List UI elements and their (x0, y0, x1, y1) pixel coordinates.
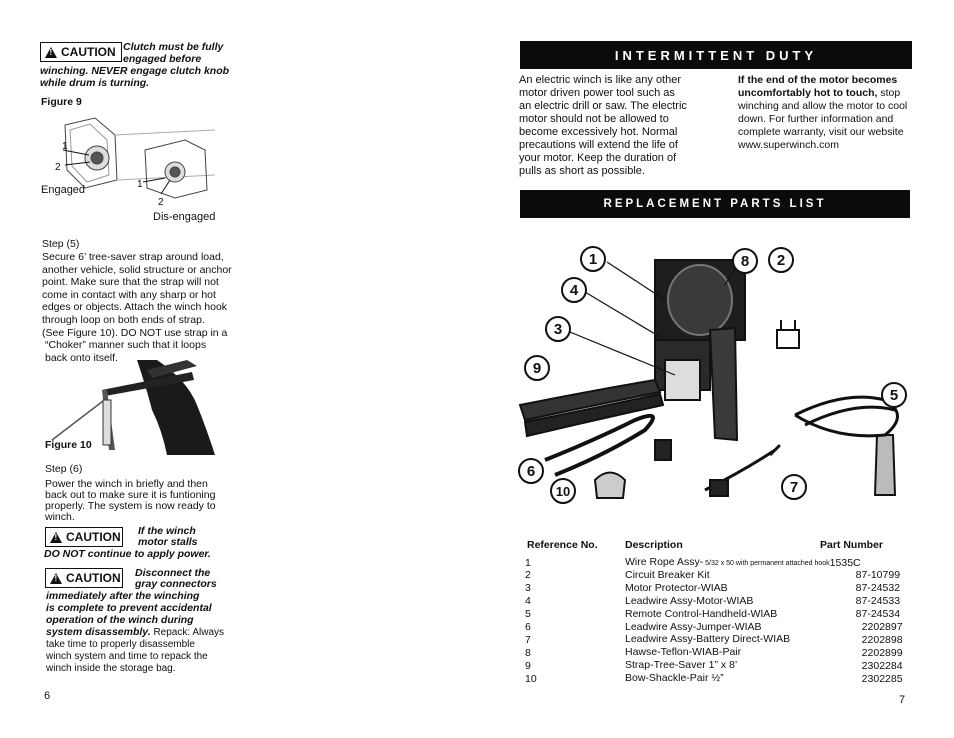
warning-icon (45, 47, 57, 58)
intermittent-col2: If the end of the motor becomes uncomfortably hot to touch, stop winching and allow the motor to cool down. For further information and complete warranty, visit our website www.superwinch.com (738, 74, 908, 151)
step-title: Step (5) (42, 238, 80, 250)
ref-cell: 1 (525, 556, 531, 569)
caution3-body: immediately after the winching is complete to prevent accidental operation of the winch during system disassembly. Repack: Always take time to properly disassemble winch system and time to repack the winch inside the storage bag. (46, 590, 225, 674)
caution-text: Clutch must be fully (123, 41, 224, 53)
callout-8: 8 (732, 248, 758, 274)
desc-cell: Leadwire Assy-Motor-WIAB (625, 594, 754, 607)
caution-label: CAUTION (66, 571, 121, 585)
step6-body: Power the winch in briefly and then back out to make sure it is funtioning properly. The system is now ready to winch. (45, 478, 216, 523)
ref-cell: 3 (525, 582, 531, 595)
callout-3: 3 (545, 316, 571, 342)
caution-text: winching. NEVER engage clutch knob (40, 65, 230, 77)
page-number: 6 (44, 690, 51, 702)
ref-cell: 8 (525, 646, 531, 659)
caution-text: If the winch (138, 525, 196, 537)
part-number-cell: 2302284 (861, 659, 903, 672)
desc-cell: Leadwire Assy-Jumper-WIAB (625, 620, 762, 633)
desc-cell: Hawse-Teflon-WIAB-Pair (625, 646, 742, 659)
page-number: 7 (899, 694, 906, 706)
caution-text: gray connectors (135, 578, 217, 590)
section-banner: REPLACEMENT PARTS LIST (520, 190, 910, 218)
callout-1: 1 (580, 246, 606, 272)
table-row (525, 673, 903, 686)
clutch-figure (55, 110, 225, 215)
desc-cell: Bow-Shackle-Pair ½” (625, 672, 724, 685)
callout-number: 1 (137, 179, 143, 190)
part-number-cell: 87-24533 (855, 595, 901, 608)
callout-9: 9 (524, 355, 550, 381)
caution-text: DO NOT continue to apply power. (44, 548, 211, 560)
callout-6: 6 (518, 458, 544, 484)
part-number-cell: 87-24532 (855, 582, 901, 595)
part-number-cell: 2202897 (861, 621, 903, 634)
desc-cell: Motor Protector-WIAB (625, 581, 728, 594)
col-header-ref: Reference No. (527, 539, 598, 551)
warning-icon (50, 532, 62, 543)
warning-icon (50, 573, 62, 584)
desc-cell: Remote Control-Handheld-WIAB (625, 607, 778, 620)
desc-cell: Strap-Tree-Saver 1” x 8’ (625, 659, 738, 672)
ref-cell: 4 (525, 595, 531, 608)
callout-5: 5 (881, 382, 907, 408)
callout-number: 2 (55, 162, 61, 173)
desc-cell: Wire Rope Assy- 5/32 x 50 with permanent attached hook (625, 556, 830, 568)
ref-cell: 5 (525, 608, 531, 621)
callout-4: 4 (561, 277, 587, 303)
callout-number: 2 (158, 197, 164, 208)
ref-cell: 10 (525, 672, 537, 685)
caution-text: engaged before (123, 53, 202, 65)
figure-caption: Figure 10 (45, 439, 92, 451)
disengaged-label: Dis-engaged (153, 211, 216, 223)
caution-badge (40, 42, 122, 62)
part-number-cell: 87-10799 (855, 569, 901, 582)
part-number-cell: 1535C (829, 556, 861, 569)
caution-badge (45, 527, 123, 547)
callout-number: 1 (62, 141, 68, 152)
caution-label: CAUTION (61, 45, 116, 59)
ref-cell: 7 (525, 633, 531, 646)
callout-7: 7 (781, 474, 807, 500)
callout-10: 10 (550, 478, 576, 504)
table-row (525, 557, 903, 570)
engaged-label: Engaged (41, 184, 86, 196)
intermittent-col1: An electric winch is like any other motor driven power tool such as an electric drill or saw. The electric motor should not be allowed to become excessively hot. Normal precautions will extend the life of your motor. Keep the duration of pulls as short as possible. (519, 74, 687, 177)
desc-cell: Circuit Breaker Kit (625, 568, 710, 581)
part-number-cell: 2202898 (861, 633, 903, 646)
ref-cell: 6 (525, 621, 531, 634)
parts-table (525, 557, 903, 686)
caution-badge (45, 568, 123, 588)
part-number-cell: 2202899 (861, 646, 903, 659)
ref-cell: 9 (525, 659, 531, 672)
section-banner: INTERMITTENT DUTY (520, 41, 912, 69)
caution-label: CAUTION (66, 530, 121, 544)
caution-text: Disconnect the (135, 567, 211, 579)
part-number-cell: 87-24534 (855, 608, 901, 621)
col-header-part: Part Number (820, 539, 884, 551)
caution-text: while drum is turning. (40, 77, 150, 89)
callout-2: 2 (768, 247, 794, 273)
ref-cell: 2 (525, 569, 531, 582)
caution-text: motor stalls (138, 536, 198, 548)
step5-body: Secure 6’ tree-saver strap around load, another vehicle, solid structure or anchor point. Make sure that the strap will not come in contact with any sharp or hot edges or objects. Attach the winch hook through loop on both ends of strap. (See Figure 10). DO NOT use strap in a “Choker” manner such that it loops back onto itself. (42, 251, 232, 364)
col-header-desc: Description (625, 539, 683, 551)
part-number-cell: 2302285 (861, 672, 903, 685)
step-title: Step (6) (45, 463, 83, 475)
figure-caption: Figure 9 (41, 96, 82, 108)
desc-cell: Leadwire Assy-Battery Direct-WIAB (625, 633, 791, 646)
